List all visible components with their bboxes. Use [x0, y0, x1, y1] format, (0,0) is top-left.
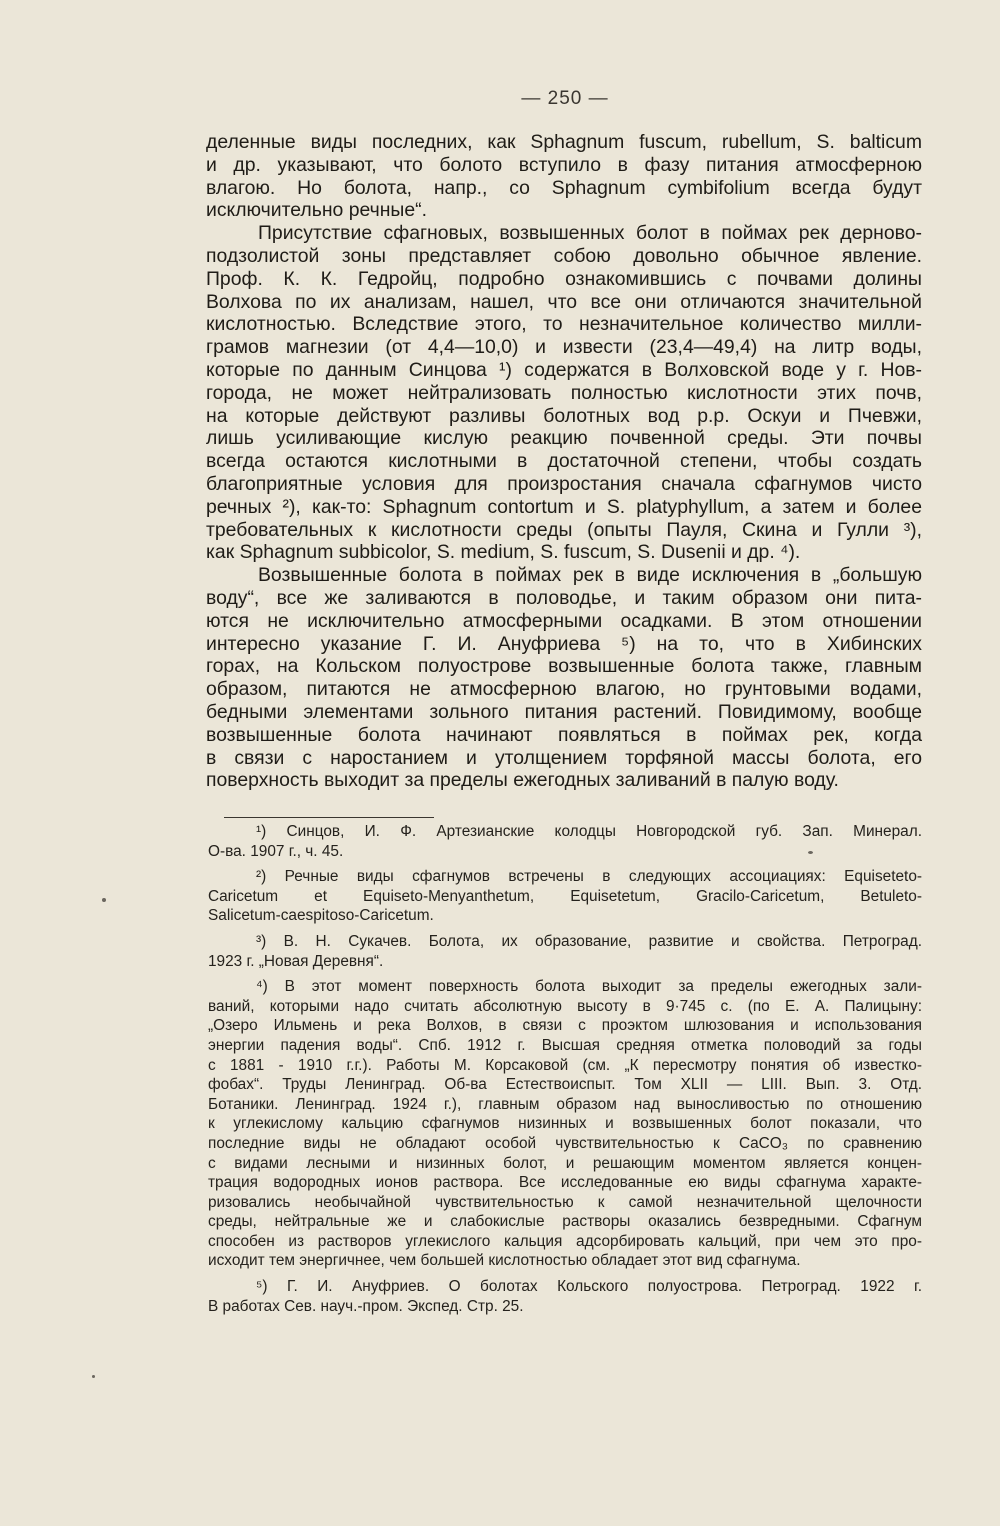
text-line: Волхова по их анализам, нашел, что все они отличаются значительной	[206, 290, 922, 313]
footnote-2	[208, 867, 922, 926]
paper-speck	[92, 1375, 95, 1378]
footnote-line: ²) Речные виды сфагнумов встречены в следующих ассоциациях: Equiseteto-	[256, 868, 922, 886]
text-line: Возвышенные болота в поймах рек в виде исключения в „большую	[258, 564, 922, 587]
footnote-line: ⁵) Г. И. Ануфриев. О болотах Кольского полуострова. Петроград. 1922 г.	[256, 1278, 922, 1296]
footnote-line: с видами лесными и низинных болот, и решающим моментом является концен-	[208, 1154, 922, 1172]
text-line: Присутствие сфагновых, возвышенных болот в поймах рек дерново-	[258, 222, 922, 245]
footnote-line: способен из растворов углекислого кальция адсорбировать кальций, при чем это про-	[208, 1232, 922, 1250]
text-line: города, не может нейтрализовать полностью кислотности этих почв,	[206, 381, 922, 404]
paragraph-2	[206, 222, 922, 564]
text-line: грамов магнезии (от 4,4—10,0) и извести (23,4—49,4) на литр воды,	[206, 336, 922, 359]
text-line: и др. указывают, что болото вступило в фазу питания атмосферною	[206, 153, 922, 176]
footnote-line: ¹) Синцов, И. Ф. Артезианские колодцы Новгородской губ. Зап. Минерал.	[256, 823, 922, 840]
footnote-line: Salicetum-caespitoso-Caricetum.	[208, 907, 434, 925]
footnote-line: последние виды не обладают особой чувствительностью к CaCO₃ по сравнению	[208, 1134, 922, 1152]
paragraph-1	[206, 131, 922, 222]
footnote-separator	[224, 817, 434, 818]
footnote-line: энергии падения воды“. Спб. 1912 г. Высшая средняя отметка половодий за годы	[208, 1036, 922, 1054]
text-line: горах, на Кольском полуострове возвышенные болота также, главным	[206, 655, 922, 678]
footnote-line: ³) В. Н. Сукачев. Болота, их образование, развитие и свойства. Петроград.	[256, 932, 922, 950]
paragraph-3	[206, 564, 922, 792]
footnote-line: 1923 г. „Новая Деревня“.	[208, 952, 384, 970]
text-line: как Sphagnum subbicolor, S. medium, S. fuscum, S. Dusenii и др. ⁴).	[206, 541, 801, 564]
footnote-line: „Озеро Ильмень и река Волхов, в связи с проэктом шлюзования и использования	[208, 1017, 922, 1035]
text-line: в связи с наростанием и утолщением торфяной массы болота, его	[206, 746, 922, 769]
footnote-line: О-ва. 1907 г., ч. 45.	[208, 842, 344, 860]
footnotes	[208, 822, 922, 1322]
footnote-4	[208, 977, 922, 1271]
footnote-line: ваний, которыми надо считать абсолютную высоту в 9·745 с. (по Е. А. Палицыну:	[208, 997, 922, 1015]
text-line: исключительно речные“.	[206, 199, 427, 222]
paper-speck	[808, 851, 813, 854]
footnote-line: Ботаники. Ленинград. 1924 г.), главным образом над выносливостью по отношению	[208, 1095, 922, 1113]
footnote-1	[208, 822, 922, 861]
footnote-line: с 1881 - 1910 г.г.). Работы М. Корсаковой (см. „К пересмотру понятия об известко-	[208, 1056, 922, 1074]
text-line: ются не исключительно атмосферными осадками. В этом отношении	[206, 609, 922, 632]
footnote-line: к углекислому кальцию сфагнумов низинных и возвышенных болот показали, что	[208, 1115, 922, 1133]
text-line: влагою. Но болота, напр., со Sphagnum cymbifolium всегда будут	[206, 176, 922, 199]
text-line: требовательных к кислотности среды (опыты Пауля, Скина и Гулли ³),	[206, 518, 922, 541]
paper-speck	[102, 898, 106, 902]
text-line: всегда остаются кислотными в достаточной степени, чтобы создать	[206, 450, 922, 473]
footnote-line: исходит тем энергичнее, чем большей кислотностью обладает этот вид сфагнума.	[208, 1252, 801, 1270]
text-line: благоприятные условия для произростания сначала сфагнумов чисто	[206, 472, 922, 495]
footnote-line: Caricetum et Equiseto-Menyanthetum, Equisetetum, Gracilo-Caricetum, Betuleto-	[208, 887, 922, 905]
text-line: Проф. К. К. Гедройц, подробно ознакомившись с почвами долины	[206, 267, 922, 290]
text-line: кислотностью. Вследствие этого, то незначительное количество милли-	[206, 313, 922, 336]
footnote-line: среды, нейтральные же и слабокислые растворы оказались безвредными. Сфагнум	[208, 1213, 922, 1231]
text-line: образом, питаются не атмосферною влагою, но грунтовыми водами,	[206, 678, 922, 701]
footnote-line: трация водородных ионов раствора. Все исследованные ею виды сфагнума характе-	[208, 1174, 922, 1192]
footnote-line: ризовались необычайной чувствительностью к самой незначительной щелочности	[208, 1193, 922, 1211]
text-line: поверхность выходит за пределы ежегодных заливаний в палую воду.	[206, 769, 839, 792]
main-text	[206, 131, 922, 792]
text-line: воду“, все же заливаются в половодье, и таким образом они пита-	[206, 586, 922, 609]
footnote-3	[208, 932, 922, 971]
text-line: бедными элементами зольного питания растений. Повидимому, вообще	[206, 700, 922, 723]
text-line: интересно указание Г. И. Ануфриева ⁵) на то, что в Хибинских	[206, 632, 922, 655]
text-line: которые по данным Синцова ¹) содержатся в Волховской воде у г. Нов-	[206, 358, 922, 381]
footnote-5	[208, 1277, 922, 1316]
text-line: речных ²), как-то: Sphagnum contortum и S. platyphyllum, а затем и более	[206, 495, 922, 518]
text-line: возвышенные болота начинают появляться в поймах рек, когда	[206, 723, 922, 746]
text-line: на которые действуют разливы болотных вод р.р. Оскуи и Пчевжи,	[206, 404, 922, 427]
footnote-line: В работах Сев. науч.-пром. Экспед. Стр. 25.	[208, 1297, 524, 1315]
footnote-line: фобах“. Труды Ленинград. Об-ва Естествоиспыт. Том XLII — LIII. Вып. 3. Отд.	[208, 1076, 922, 1094]
text-line: деленные виды последних, как Sphagnum fuscum, rubellum, S. balticum	[206, 131, 922, 153]
page-number: — 250 —	[521, 88, 609, 109]
text-line: подзолистой зоны представляет собою довольно обычное явление.	[206, 244, 922, 267]
footnote-line: ⁴) В этот момент поверхность болота выходит за пределы ежегодных зали-	[256, 978, 922, 996]
text-line: лишь усиливающие кислую реакцию почвенной среды. Эти почвы	[206, 427, 922, 450]
